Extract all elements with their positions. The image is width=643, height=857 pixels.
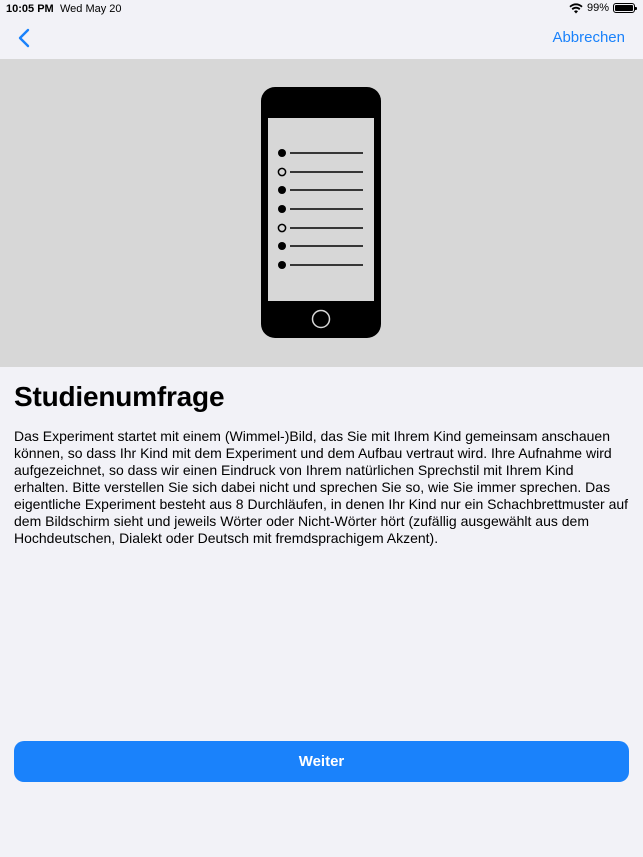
battery-percentage: 99% xyxy=(586,2,609,14)
status-date: Wed May 20 xyxy=(60,3,122,15)
cancel-button[interactable]: Abbrechen xyxy=(552,29,625,46)
description-text: Das Experiment startet mit einem (Wimmel-)Bild, das Sie mit Ihrem Kind gemeinsam anschauen können, so dass Ihr Kind mit dem Experiment und dem Aufbau vertraut wird. Ihre Aufnahme wird aufgezeichnet, so dass wir einen Eindruck von Ihrem natürlichen Sprechstil mit Ihrem Kind erhalten. Bitte verstellen Sie sich dabei nicht und sprechen Sie so, wie Sie immer sprechen. Das eigentliche Experiment besteht aus 8 Durchläufen, in denen Ihr Kind nur ein Schachbrettmuster auf dem Bildschirm sieht und jeweils Wörter oder Nicht-Wörter hört (zufällig ausgewählt aus dem Hochdeutschen, Dialekt oder Deutsch mit fremdsprachigem Akzent). xyxy=(14,428,629,546)
back-button[interactable] xyxy=(12,26,36,50)
battery-icon xyxy=(613,3,635,13)
status-indicators xyxy=(569,2,635,14)
phone-checklist-icon xyxy=(261,87,382,339)
navigation-bar xyxy=(0,18,643,58)
chevron-left-icon xyxy=(18,28,30,48)
continue-button[interactable]: Weiter xyxy=(14,741,629,782)
status-bar xyxy=(0,0,643,18)
page-title: Studienumfrage xyxy=(14,381,225,412)
wifi-icon xyxy=(569,3,583,14)
battery-fill xyxy=(615,5,633,11)
hero-illustration-area xyxy=(0,59,643,367)
status-time: 10:05 PM xyxy=(6,3,54,15)
